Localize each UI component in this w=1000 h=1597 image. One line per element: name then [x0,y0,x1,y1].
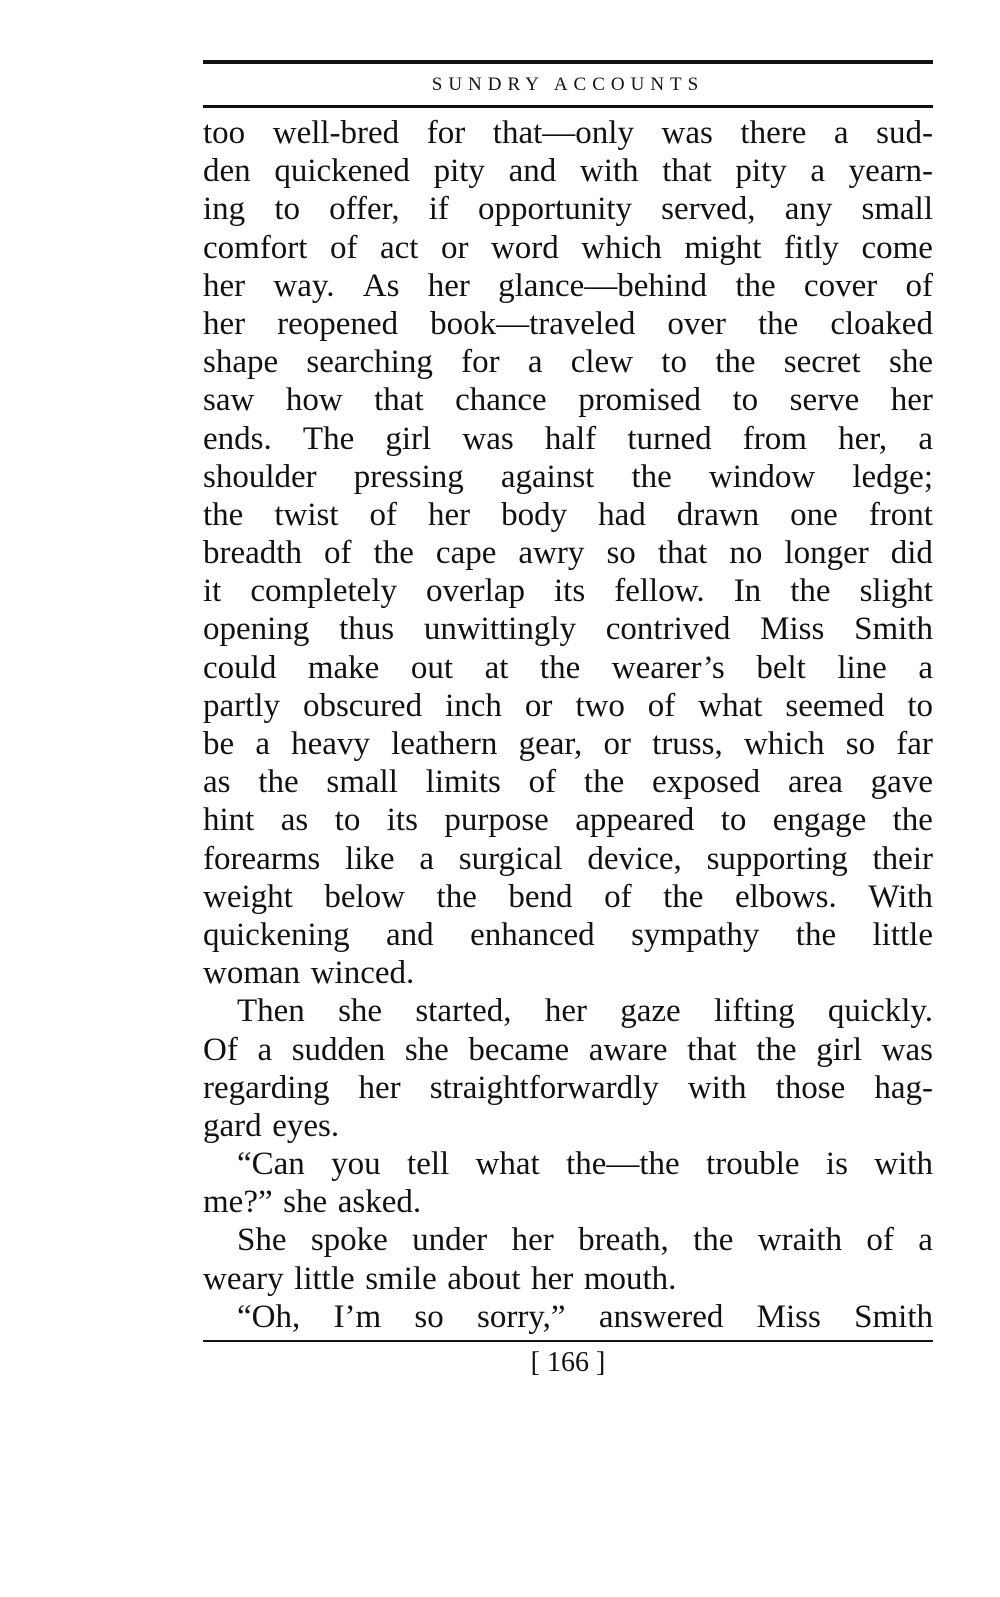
word: and [508,153,557,190]
word: of [528,764,557,801]
text-line [203,840,933,878]
word: what [475,1146,540,1183]
word: supporting [706,840,848,877]
word: Miss [756,1298,821,1335]
running-head: SUNDRY ACCOUNTS [431,74,705,95]
word: come [861,229,933,266]
text-line [203,458,933,496]
word: girl [816,1031,863,1068]
word: eyes. [272,1107,340,1144]
word: which [743,726,825,762]
word: girl [385,420,432,457]
word: how [285,382,343,419]
header-bottom-rule [203,105,933,108]
word: awry [518,535,585,572]
word: act [379,229,419,266]
text-line [203,305,933,343]
word: no [729,535,763,572]
word: with [874,1146,933,1183]
word: a [918,420,933,457]
word: of [866,1222,894,1259]
word: shape [203,344,279,381]
word: ledge; [852,458,933,495]
word: yearn- [848,153,933,190]
word: half [544,420,597,457]
word: its [554,573,586,610]
text-line [203,343,933,381]
text-line [203,725,933,763]
word: to [334,802,361,839]
word: a [833,115,849,151]
word: the [583,764,625,801]
word: serve [789,382,860,419]
word: asked. [337,1184,422,1221]
word: the [436,878,477,915]
word: front [868,496,933,533]
word: mouth. [583,1260,677,1297]
word: hag- [874,1069,933,1106]
word: it [203,573,222,610]
text-line [203,572,933,610]
word: woman [203,955,301,992]
word: limits [425,764,501,801]
text-line [203,1107,933,1145]
word: the [539,649,581,686]
word: Smith [854,611,933,648]
word: opening [203,611,310,648]
word: of [905,267,933,304]
word: about [447,1260,521,1297]
word: was [661,115,713,151]
word: “Can [237,1146,305,1183]
word: the [795,916,837,953]
word: became [468,1031,570,1068]
word: With [868,878,933,915]
word: her [203,305,246,342]
word: so [414,1298,444,1335]
word: winced. [310,955,415,992]
word: to [907,687,933,724]
word: those [775,1069,846,1106]
word: quickened [274,153,410,190]
word: or [440,229,469,266]
word: small [326,764,398,801]
word: appeared [575,802,695,839]
word: far [896,726,933,762]
word: As [362,267,400,304]
word: quickening [203,916,350,953]
word: cape [435,535,497,572]
word: was [881,1031,933,1068]
word: opportunity [478,191,633,228]
word: her [890,382,933,419]
word: if [428,191,449,228]
word: or [603,726,631,762]
text-line [203,649,933,687]
word: pressing [353,458,464,495]
word: breadth [203,535,302,572]
word: that [657,535,708,572]
word: sympathy [631,916,760,953]
word: below [324,878,406,915]
word: book—traveled [430,305,636,342]
word: regarding [203,1069,330,1106]
word: under [412,1222,488,1259]
word: the [203,496,244,533]
word: she [283,1184,328,1221]
word: did [890,535,933,572]
word: contrived [605,611,731,648]
word: like [345,840,395,877]
word: there [740,115,807,151]
word: partly [203,687,280,724]
word: The [302,420,355,457]
word: she [888,344,933,381]
word: and [386,916,434,953]
word: to [720,802,747,839]
word: gave [870,764,933,801]
word: promised [578,382,702,419]
word: the [756,1031,797,1068]
word: that [687,1031,737,1068]
word: small [861,191,933,228]
word: her [203,267,246,304]
word: longer [784,535,869,572]
word: ends. [203,420,272,457]
text-line [203,801,933,839]
word: exposed [652,764,761,801]
word: trouble [706,1146,800,1183]
word: could [203,649,277,686]
word: her [427,267,470,304]
text-line [203,152,933,190]
word: chance [455,382,547,419]
word: the [373,535,414,572]
word: her [427,496,471,533]
text-line [203,954,933,992]
word: word [490,229,559,266]
word: gard [203,1107,262,1144]
text-line [203,534,933,572]
word: as [280,802,309,839]
word: reopened [277,305,399,342]
text-line [203,1183,933,1221]
word: the [758,305,799,342]
word: lifting [713,993,795,1030]
word: wearer’s [611,649,725,686]
word: surgical [458,840,563,877]
word: a [527,344,543,381]
word: I’m [333,1298,382,1335]
word: the [258,764,299,801]
text-line [203,267,933,305]
word: seemed [785,687,885,724]
word: straightforwardly [429,1069,659,1106]
word: hint [203,802,255,839]
word: she [404,1031,449,1068]
word: her [531,1260,574,1297]
word: weary [203,1260,284,1297]
text-line [203,1145,933,1183]
word: line [837,649,887,686]
text-line [203,420,933,458]
page-number: [ 166 ] [530,1347,606,1378]
text-line [203,610,933,648]
word: a [810,153,826,190]
word: too [203,115,246,151]
word: forearms [203,840,321,877]
word: aware [588,1031,668,1068]
word: cover [803,267,878,304]
word: to [732,382,759,419]
word: truss, [652,726,723,762]
word: served, [661,191,756,228]
word: obscured [302,687,423,724]
word: clew [570,344,634,381]
text-line [203,381,933,419]
word: engage [772,802,867,839]
word: a [255,726,270,762]
word: make [307,649,380,686]
word: the [715,344,756,381]
word: with [687,1069,747,1106]
word: bend [508,878,573,915]
word: spoke [310,1222,388,1259]
text-line [203,992,933,1030]
word: secret [783,344,861,381]
word: saw [203,382,255,419]
word: from [742,420,807,457]
text-line [203,1298,933,1336]
word: pity [735,153,787,190]
word: the [790,573,831,610]
word: overlap [426,573,525,610]
word: slight [859,573,933,610]
word: of [647,687,676,724]
word: is [825,1146,848,1183]
word: or [524,687,553,724]
word: fellow. [614,573,705,610]
word: two [575,687,625,724]
text-line [203,687,933,725]
word: of [324,535,352,572]
word: body [501,496,568,533]
word: den [203,153,251,190]
word: leathern [391,726,498,762]
word: Smith [854,1298,933,1335]
text-line [203,190,933,228]
word: of [604,878,632,915]
text-line [203,1069,933,1107]
word: her [511,1222,554,1259]
word: Miss [760,611,825,648]
word: her, [838,420,888,457]
word: comfort [203,229,308,266]
word: the [892,802,933,839]
text-line [203,496,933,534]
word: her [358,1069,401,1106]
word: had [598,496,646,533]
word: wraith [757,1222,843,1259]
word: heavy [291,726,370,762]
word: way. [273,267,335,304]
word: for [426,115,466,151]
word: its [386,802,418,839]
word: Then [237,993,305,1030]
word: well-bred [272,115,400,151]
word: which [581,229,662,266]
word: window [708,458,816,495]
word: gear, [518,726,583,762]
word: might [684,229,762,266]
word: cloaked [830,305,933,342]
word: purpose [444,802,549,839]
word: one [790,496,838,533]
text-line [203,878,933,916]
word: belt [756,649,806,686]
word: pity [433,153,485,190]
word: Of [203,1031,238,1068]
word: drawn [676,496,760,533]
word: In [733,573,762,610]
word: the—the [566,1146,680,1183]
word: so [606,535,636,572]
text-line [203,229,933,267]
word: as [203,764,231,801]
word: the [735,267,776,304]
word: ing [203,191,246,228]
word: thus [339,611,395,648]
word: to [274,191,300,228]
word: she [338,993,383,1030]
word: elbows. [734,878,837,915]
word: a [419,840,434,877]
word: out [410,649,454,686]
word: her [544,993,587,1030]
text-line [203,1221,933,1259]
word: that [662,153,712,190]
word: “Oh, [237,1298,301,1335]
word: area [787,764,843,801]
word: the [663,878,704,915]
word: sud- [876,115,933,151]
word: that [374,382,424,419]
word: quickly. [827,993,933,1030]
word: twist [274,496,339,533]
word: little [872,916,933,953]
word: to [661,344,687,381]
word: breath, [578,1222,669,1259]
word: weight [203,878,293,915]
word: gaze [620,993,681,1030]
text-line [203,114,933,152]
word: completely [250,573,397,610]
word: for [461,344,500,381]
word: the [631,458,672,495]
word: of [329,229,358,266]
word: be [203,726,235,762]
word: against [500,458,595,495]
word: offer, [329,191,400,228]
word: me?” [203,1184,273,1221]
word: tell [407,1146,450,1183]
word: enhanced [470,916,595,953]
word: answered [598,1298,724,1335]
word: searching [306,344,433,381]
word: was [462,420,514,457]
word: started, [415,993,512,1030]
word: at [484,649,509,686]
word: the [693,1222,734,1259]
word: their [872,840,933,877]
text-line [203,916,933,954]
word: you [331,1146,381,1183]
word: what [698,687,763,724]
text-line [203,1031,933,1069]
word: any [784,191,833,228]
book-page [203,60,933,1380]
word: so [845,726,876,762]
word: with [579,153,639,190]
word: sudden [291,1031,386,1068]
word: little [294,1260,355,1297]
word: fitly [783,229,839,266]
word: a [918,1222,933,1259]
word: a [257,1031,273,1068]
word: smile [365,1260,437,1297]
body-text [203,114,933,1336]
word: turned [627,420,712,457]
text-line [203,1260,933,1298]
word: that—only [492,115,634,151]
word: shoulder [203,458,317,495]
word: unwittingly [423,611,577,648]
word: over [667,305,726,342]
word: inch [445,687,502,724]
text-line [203,763,933,801]
word: of [369,496,397,533]
word: device, [587,840,682,877]
word: a [918,649,933,686]
word: glance—behind [498,267,708,304]
word: sorry,” [476,1298,566,1335]
word: She [237,1222,287,1259]
